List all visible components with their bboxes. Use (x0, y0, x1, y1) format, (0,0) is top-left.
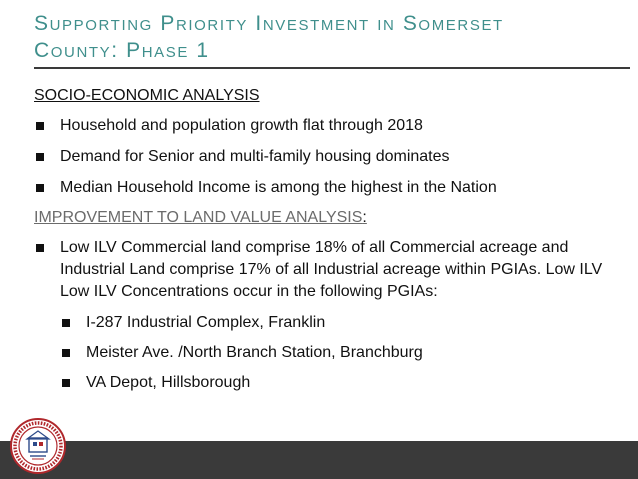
socio-economic-heading: SOCIO-ECONOMIC ANALYSIS (34, 87, 260, 104)
sub-bullet-item (34, 342, 624, 364)
square-bullet-icon (62, 319, 70, 327)
square-bullet-icon (36, 184, 44, 192)
slide-title (34, 10, 614, 64)
slide-title-line-1: Supporting Priority Investment in Somerset (34, 12, 504, 35)
sub-bullet-item (34, 312, 624, 334)
bullet-text: Household and population growth flat through 2018 (60, 117, 423, 134)
bullet-text: Low ILV Commercial land comprise 18% of all Commercial acreage and Industrial Land comprise 17% of all Industrial acreage within PGIAs. Low ILV Low ILV Concentrations occur in the following PGIAs: (60, 239, 603, 300)
ilv-analysis-heading (34, 208, 624, 228)
square-bullet-icon (36, 244, 44, 252)
bullet-item (34, 146, 624, 168)
square-bullet-icon (62, 379, 70, 387)
bullet-item (34, 115, 624, 137)
bullet-item (34, 177, 624, 199)
sub-bullet-text: VA Depot, Hillsborough (86, 374, 251, 391)
bullet-item (34, 237, 624, 303)
square-bullet-icon (62, 349, 70, 357)
county-seal-icon (10, 418, 66, 474)
sub-bullet-text: I-287 Industrial Complex, Franklin (86, 314, 326, 331)
ilv-heading-colon: : (362, 209, 367, 226)
slide-body (34, 86, 624, 402)
bullet-text: Demand for Senior and multi-family housing dominates (60, 148, 450, 165)
bullet-text: Median Household Income is among the highest in the Nation (60, 179, 497, 196)
sub-bullet-text: Meister Ave. /North Branch Station, Branchburg (86, 344, 423, 361)
square-bullet-icon (36, 122, 44, 130)
square-bullet-icon (36, 153, 44, 161)
title-underline-rule (34, 67, 630, 69)
slide-title-line-2: County: Phase 1 (34, 39, 210, 62)
ilv-heading-text: IMPROVEMENT TO LAND VALUE ANALYSIS (34, 209, 363, 226)
sub-bullet-item (34, 372, 624, 394)
footer-bar (0, 441, 638, 479)
